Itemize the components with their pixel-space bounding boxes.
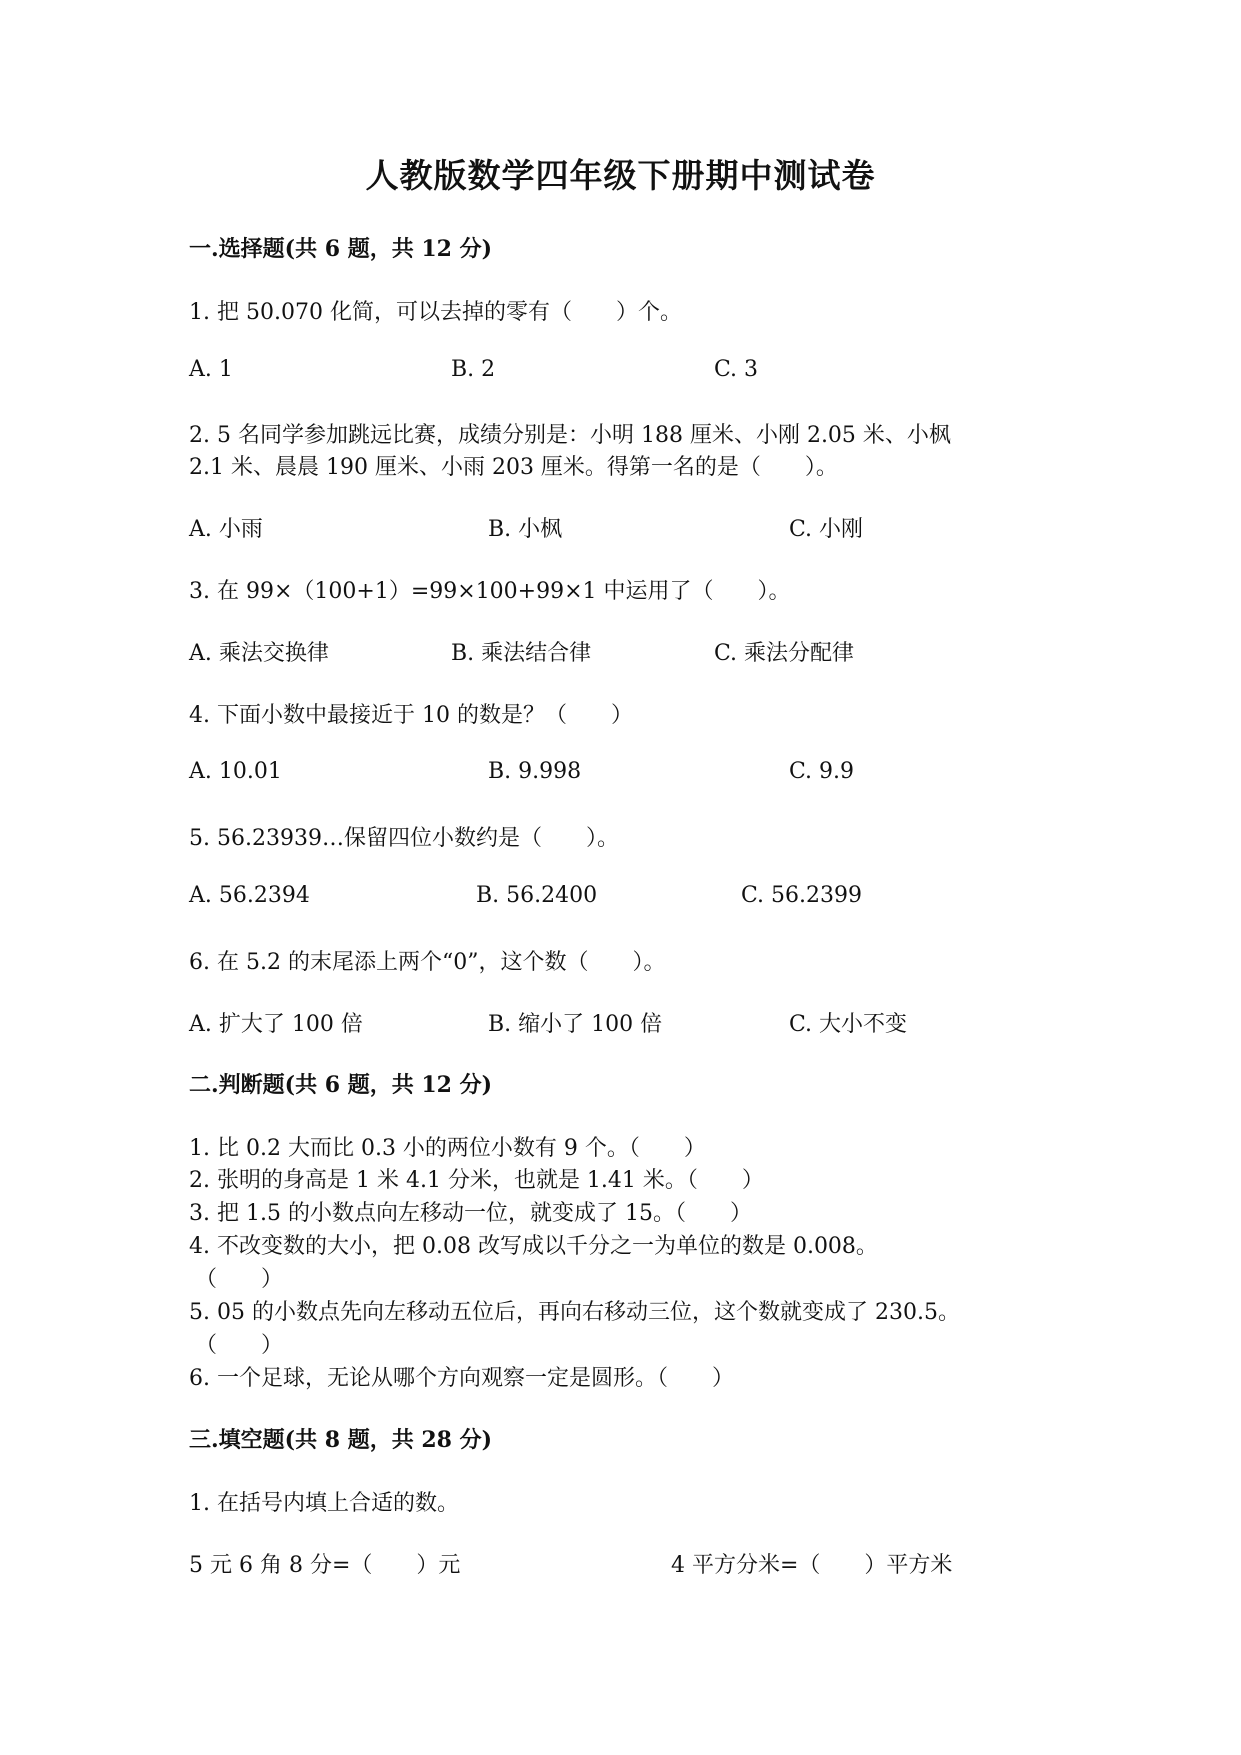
option-b: B. 56.2400: [476, 883, 598, 908]
judgement-item: 3. 把 1.5 的小数点向左移动一位，就变成了 15。（ ）: [189, 1201, 752, 1226]
judgement-item: 6. 一个足球，无论从哪个方向观察一定是圆形。（ ）: [189, 1366, 734, 1391]
question-text: 5. 56.23939…保留四位小数约是（ ）。: [189, 826, 619, 851]
question-text: 1. 把 50.070 化简，可以去掉的零有（ ）个。: [189, 300, 682, 325]
option-a: A. 1: [189, 357, 233, 382]
answer-bracket: （ ）: [195, 1333, 284, 1358]
section-heading-fill: 三.填空题(共 8 题，共 28 分): [189, 1427, 493, 1453]
option-a: A. 乘法交换律: [189, 641, 329, 666]
page-title: 人教版数学四年级下册期中测试卷: [365, 156, 876, 195]
option-b: B. 小枫: [488, 517, 563, 542]
option-c: C. 56.2399: [741, 883, 863, 908]
section-heading-choice: 一.选择题(共 6 题，共 12 分): [189, 236, 493, 262]
judgement-item: 1. 比 0.2 大而比 0.3 小的两位小数有 9 个。（ ）: [189, 1136, 706, 1161]
question-text: 6. 在 5.2 的末尾添上两个“0”，这个数（ ）。: [189, 950, 666, 975]
option-b: B. 2: [451, 357, 496, 382]
option-a: A. 扩大了 100 倍: [189, 1012, 363, 1037]
question-text: 3. 在 99×（100+1）=99×100+99×1 中运用了（ ）。: [189, 579, 791, 604]
option-a: A. 小雨: [189, 517, 263, 542]
option-c: C. 3: [714, 357, 759, 382]
option-c: C. 乘法分配律: [714, 641, 855, 666]
judgement-item: 2. 张明的身高是 1 米 4.1 分米，也就是 1.41 米。（ ）: [189, 1168, 764, 1193]
option-b: B. 乘法结合律: [451, 641, 592, 666]
judgement-item: 5. 05 的小数点先向左移动五位后，再向右移动三位，这个数就变成了 230.5。: [189, 1300, 960, 1325]
answer-bracket: （ ）: [195, 1267, 284, 1292]
option-c: C. 9.9: [789, 759, 855, 784]
fill-blank-item: 5 元 6 角 8 分=（ ）元: [189, 1553, 461, 1578]
option-a: A. 56.2394: [189, 883, 310, 908]
option-b: B. 9.998: [488, 759, 582, 784]
option-a: A. 10.01: [189, 759, 282, 784]
section-heading-judgement: 二.判断题(共 6 题，共 12 分): [189, 1072, 493, 1098]
fill-blank-item: 4 平方分米=（ ）平方米: [671, 1553, 953, 1578]
option-c: C. 大小不变: [789, 1012, 908, 1037]
question-text-continued: 2.1 米、晨晨 190 厘米、小雨 203 厘米。得第一名的是（ ）。: [189, 455, 838, 480]
option-b: B. 缩小了 100 倍: [488, 1012, 663, 1037]
option-c: C. 小刚: [789, 517, 864, 542]
question-text: 4. 下面小数中最接近于 10 的数是？（ ）: [189, 703, 633, 728]
question-text: 2. 5 名同学参加跳远比赛，成绩分别是：小明 188 厘米、小刚 2.05 米、小枫: [189, 423, 951, 448]
judgement-item: 4. 不改变数的大小，把 0.08 改写成以千分之一为单位的数是 0.008。: [189, 1234, 878, 1259]
question-text: 1. 在括号内填上合适的数。: [189, 1491, 459, 1516]
